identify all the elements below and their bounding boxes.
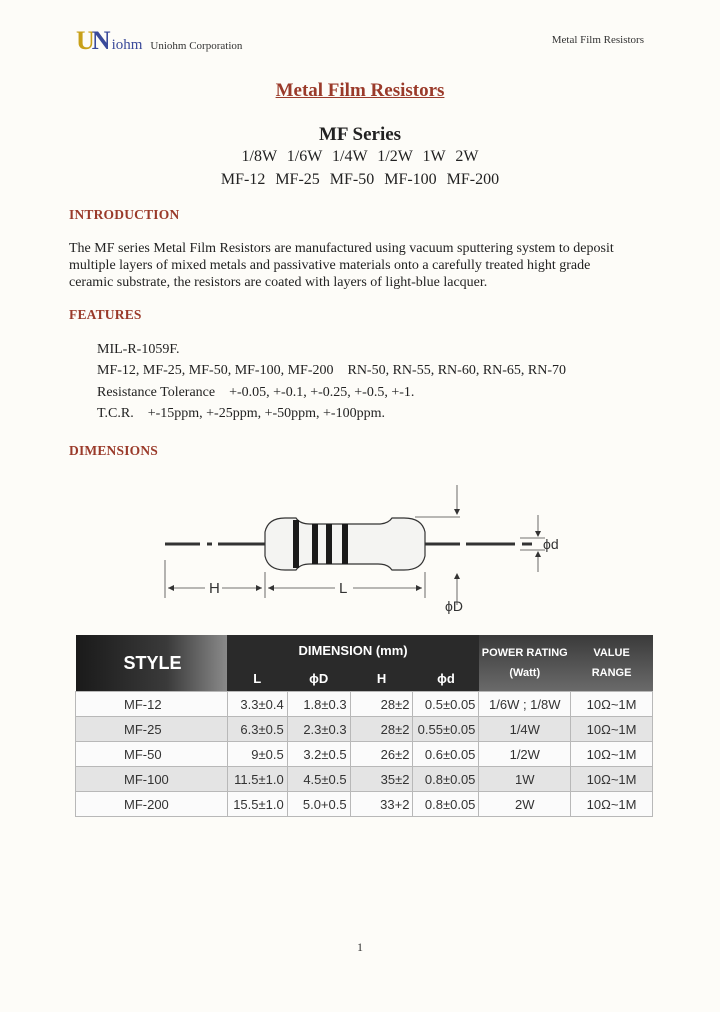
cell-style: MF-12	[76, 692, 228, 717]
header-power-rating	[479, 635, 571, 692]
cell-style: MF-200	[76, 792, 228, 817]
arrow-head	[168, 585, 174, 591]
cell-power: 1W	[479, 767, 571, 792]
cell-range: 10Ω~1M	[571, 717, 653, 742]
cell-h: 28±2	[350, 692, 413, 717]
cell-power: 2W	[479, 792, 571, 817]
subheader-d-small: ϕd	[413, 665, 479, 692]
logo-letter-u: U	[76, 26, 94, 55]
cell-range: 10Ω~1M	[571, 767, 653, 792]
cell-l: 6.3±0.5	[227, 717, 287, 742]
series-wattages: 1/8W 1/6W 1/4W 1/2W 1W 2W	[241, 148, 479, 165]
subheader-l: L	[227, 665, 287, 692]
color-band	[293, 520, 299, 568]
feature-item: Resistance Tolerance +-0.05, +-0.1, +-0.25, +-0.5, +-1.	[97, 385, 415, 400]
company-logo	[76, 26, 242, 56]
arrow-head	[454, 509, 460, 515]
cell-l: 3.3±0.4	[227, 692, 287, 717]
page-number: 1	[357, 940, 363, 954]
feature-item: T.C.R. +-15ppm, +-25ppm, +-50ppm, +-100ppm.	[97, 406, 385, 421]
company-name: Uniohm Corporation	[150, 40, 243, 52]
dimensions-heading: DIMENSIONS	[69, 443, 159, 458]
color-band	[326, 524, 332, 564]
cell-l: 15.5±1.0	[227, 792, 287, 817]
feature-item: MF-12, MF-25, MF-50, MF-100, MF-200 RN-50, RN-55, RN-60, RN-65, RN-70	[97, 363, 567, 378]
introduction-line: ceramic substrate, the resistors are coated with layers of light-blue lacquer.	[69, 275, 488, 290]
arrow-head	[454, 573, 460, 579]
cell-d-small: 0.8±0.05	[413, 792, 479, 817]
introduction-line: The MF series Metal Film Resistors are manufactured using vacuum sputtering system to deposit	[69, 241, 614, 256]
series-name: MF Series	[318, 124, 402, 145]
cell-style: MF-100	[76, 767, 228, 792]
cell-h: 26±2	[350, 742, 413, 767]
label-d-big: ϕD	[445, 598, 463, 614]
arrow-head	[416, 585, 422, 591]
cell-range: 10Ω~1M	[571, 792, 653, 817]
cell-l: 11.5±1.0	[227, 767, 287, 792]
table-row	[76, 717, 653, 742]
arrow-head	[535, 531, 541, 537]
cell-power: 1/4W	[479, 717, 571, 742]
cell-range: 10Ω~1M	[571, 692, 653, 717]
cell-l: 9±0.5	[227, 742, 287, 767]
cell-d-small: 0.55±0.05	[413, 717, 479, 742]
introduction-paragraph	[69, 240, 659, 291]
feature-item: MIL-R-1059F.	[97, 342, 180, 357]
dimension-table	[75, 635, 653, 817]
logo-text-ohm: iohm	[111, 37, 143, 53]
table-row	[76, 792, 653, 817]
features-heading: FEATURES	[69, 307, 142, 322]
table-row	[76, 692, 653, 717]
series-models: MF-12 MF-25 MF-50 MF-100 MF-200	[220, 171, 500, 188]
subheader-d-big: ϕD	[287, 665, 350, 692]
cell-style: MF-25	[76, 717, 228, 742]
label-d-small: ϕd	[543, 536, 559, 552]
label-h: H	[209, 580, 220, 597]
cell-h: 35±2	[350, 767, 413, 792]
header-doc-title: Metal Film Resistors	[551, 34, 644, 46]
introduction-heading: INTRODUCTION	[69, 207, 180, 222]
header-power-line: POWER RATING	[481, 647, 568, 659]
cell-range: 10Ω~1M	[571, 742, 653, 767]
color-band	[312, 524, 318, 564]
introduction-line: multiple layers of mixed metals and passivative materials onto a carefully treated hight grade	[69, 258, 591, 273]
cell-power: 1/6W ; 1/8W	[479, 692, 571, 717]
page-title: Metal Film Resistors	[275, 80, 445, 101]
cell-d-big: 4.5±0.5	[287, 767, 350, 792]
subheader-h: H	[350, 665, 413, 692]
color-band	[342, 524, 348, 564]
header-style: STYLE	[76, 635, 228, 692]
cell-d-small: 0.6±0.05	[413, 742, 479, 767]
cell-d-big: 3.2±0.5	[287, 742, 350, 767]
header-power-line: (Watt)	[509, 667, 541, 679]
cell-power: 1/2W	[479, 742, 571, 767]
table-row	[76, 742, 653, 767]
header-dimension: DIMENSION (mm)	[227, 635, 479, 665]
cell-d-big: 1.8±0.3	[287, 692, 350, 717]
logo-letter-n: N	[91, 26, 111, 55]
cell-h: 33+2	[350, 792, 413, 817]
arrow-head	[268, 585, 274, 591]
header-value-range	[571, 635, 653, 692]
table-row	[76, 767, 653, 792]
cell-d-small: 0.5±0.05	[413, 692, 479, 717]
header-value-line: VALUE	[593, 647, 630, 659]
resistor-diagram	[160, 480, 590, 620]
label-l: L	[339, 580, 348, 597]
cell-d-small: 0.8±0.05	[413, 767, 479, 792]
arrow-head	[256, 585, 262, 591]
cell-style: MF-50	[76, 742, 228, 767]
cell-d-big: 2.3±0.3	[287, 717, 350, 742]
cell-h: 28±2	[350, 717, 413, 742]
header-value-line: RANGE	[591, 667, 632, 679]
cell-d-big: 5.0+0.5	[287, 792, 350, 817]
arrow-head	[535, 551, 541, 557]
